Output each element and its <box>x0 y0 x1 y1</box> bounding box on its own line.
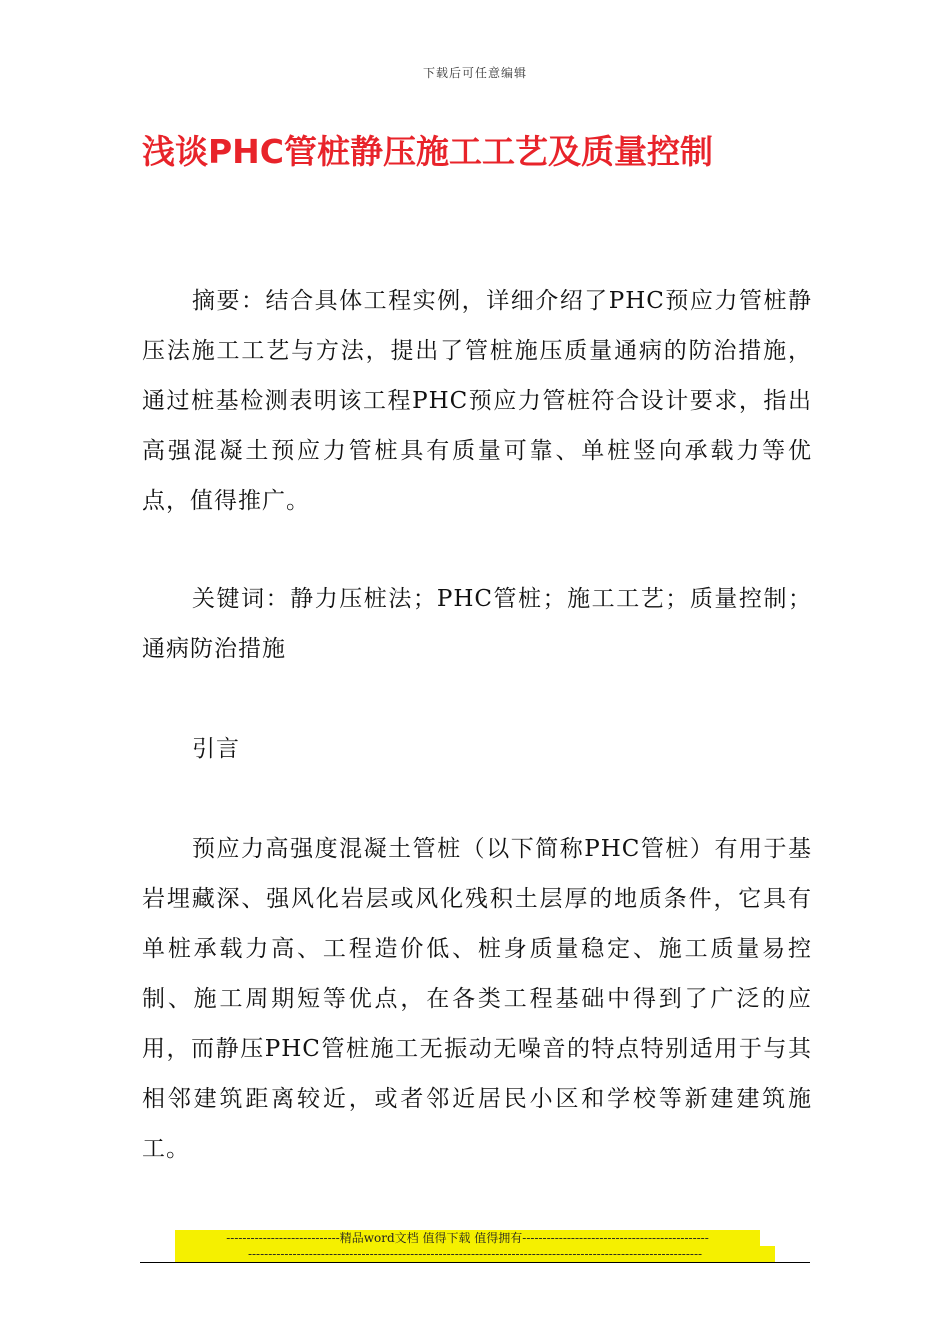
document-title: 浅谈PHC管桩静压施工工艺及质量控制 <box>142 132 714 171</box>
keywords-section <box>142 574 812 674</box>
intro-heading: 引言 <box>192 736 240 762</box>
intro-heading-section <box>142 724 812 774</box>
keywords-paragraph: 关键词：静力压桩法；PHC管桩；施工工艺；质量控制；通病防治措施 <box>142 586 812 662</box>
abstract-section <box>142 276 812 526</box>
page-header-note: 下载后可任意编辑 <box>422 66 527 80</box>
footer-banner <box>175 1230 775 1262</box>
footer-banner-line-2: ---------------------------------------------------------------------------------------------------------------- <box>175 1246 775 1262</box>
abstract-paragraph: 摘要：结合具体工程实例，详细介绍了PHC预应力管桩静压法施工工艺与方法，提出了管桩施压质量通病的防治措施，通过桩基检测表明该工程PHC预应力管桩符合设计要求，指出高强混凝土预应力管桩具有质量可靠、单桩竖向承载力等优点，值得推广。 <box>142 288 812 514</box>
intro-body-section <box>142 824 812 1174</box>
footer-divider <box>140 1262 810 1263</box>
footer-banner-line-1: ----------------------------精品word文档 值得下载 值得拥有---------------------------------------------- <box>175 1230 760 1246</box>
intro-paragraph: 预应力高强度混凝土管桩（以下简称PHC管桩）有用于基岩埋藏深、强风化岩层或风化残积土层厚的地质条件，它具有单桩承载力高、工程造价低、桩身质量稳定、施工质量易控制、施工周期短等优点，在各类工程基础中得到了广泛的应用，而静压PHC管桩施工无振动无噪音的特点特别适用于与其相邻建筑距离较近，或者邻近居民小区和学校等新建建筑施工。 <box>142 836 812 1162</box>
